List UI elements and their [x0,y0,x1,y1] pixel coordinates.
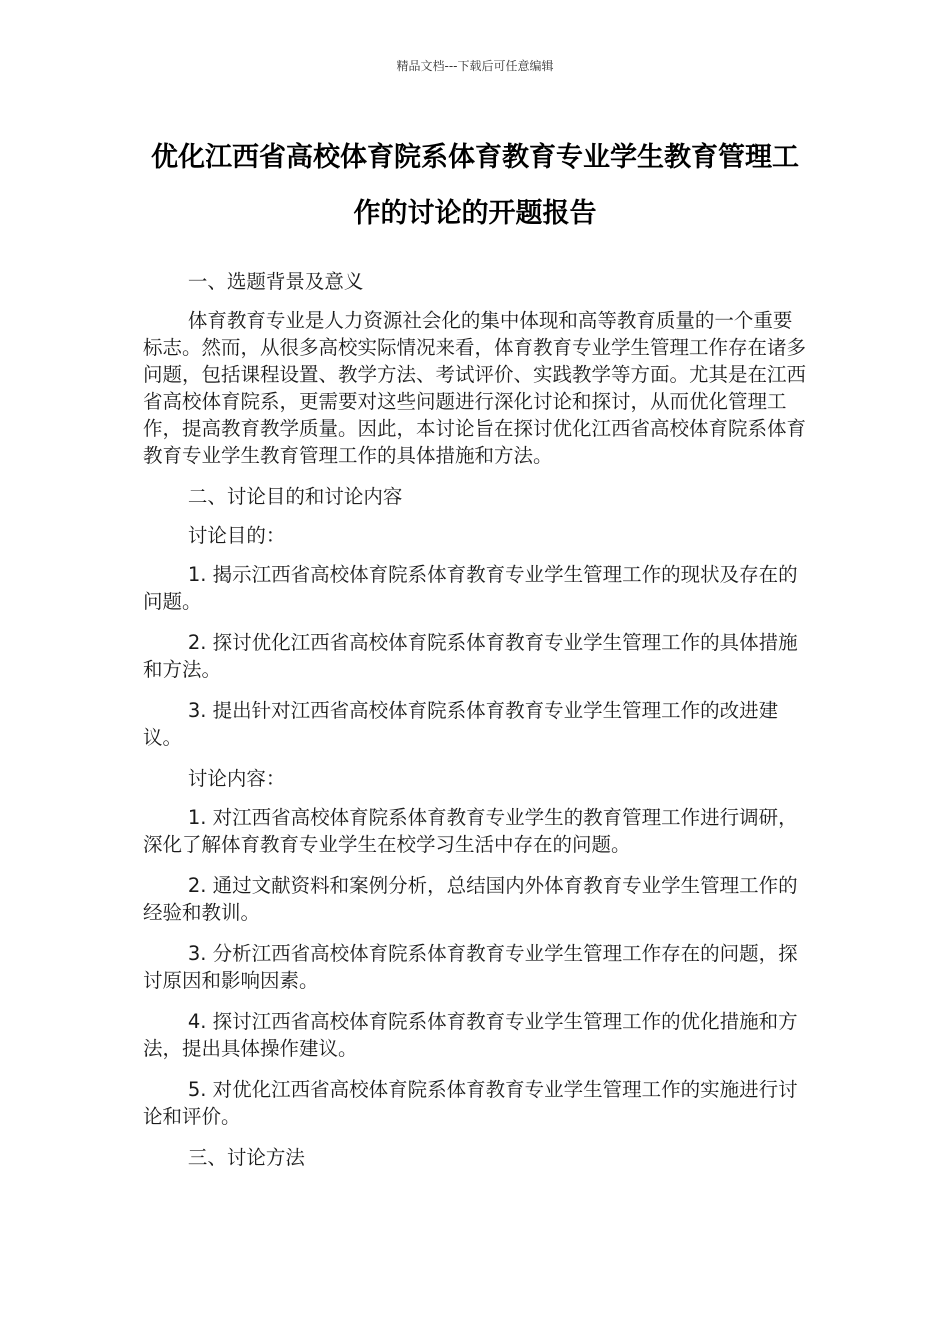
content-item-2: 2. 通过文献资料和案例分析，总结国内外体育教育专业学生管理工作的经验和教训。 [143,874,798,924]
subheading-content: 讨论内容： [187,767,286,790]
content-item-4: 4. 探讨江西省高校体育院系体育教育专业学生管理工作的优化措施和方法，提出具体操作建议。 [143,1010,798,1060]
document-title: 优化江西省高校体育院系体育教育专业学生教育管理工作的讨论的开题报告 [151,142,799,229]
subheading-purpose: 讨论目的： [187,524,286,547]
content-item-5: 5. 对优化江西省高校体育院系体育教育专业学生管理工作的实施进行讨论和评价。 [143,1078,798,1128]
section-heading-purpose-content: 二、讨论目的和讨论内容 [187,485,403,508]
purpose-item-3: 3. 提出针对江西省高校体育院系体育教育专业学生管理工作的改进建议。 [143,699,779,749]
purpose-item-1: 1. 揭示江西省高校体育院系体育教育专业学生管理工作的现状及存在的问题。 [143,563,798,613]
paragraph-background: 体育教育专业是人力资源社会化的集中体现和高等教育质量的一个重要标志。然而，从很多高校实际情况来看，体育教育专业学生管理工作存在诸多问题，包括课程设置、教学方法、考试评价、实践教学等方面。尤其是在江西省高校体育院系，更需要对这些问题进行深化讨论和探讨，从而优化管理工作，提高教育教学质量。因此，本讨论旨在探讨优化江西省高校体育院系体育教育专业学生教育管理工作的具体措施和方法。 [143,309,807,467]
section-heading-methods: 三、讨论方法 [187,1146,305,1169]
document-body [143,268,808,1183]
content-item-1: 1. 对江西省高校体育院系体育教育专业学生的教育管理工作进行调研，深化了解体育教育专业学生在校学习生活中存在的问题。 [143,806,798,856]
header-note: 精品文档---下载后可任意编辑 [396,59,554,73]
content-item-3: 3. 分析江西省高校体育院系体育教育专业学生管理工作存在的问题，探讨原因和影响因素。 [143,942,798,992]
purpose-item-2: 2. 探讨优化江西省高校体育院系体育教育专业学生管理工作的具体措施和方法。 [143,631,798,681]
section-heading-background: 一、选题背景及意义 [187,270,364,293]
